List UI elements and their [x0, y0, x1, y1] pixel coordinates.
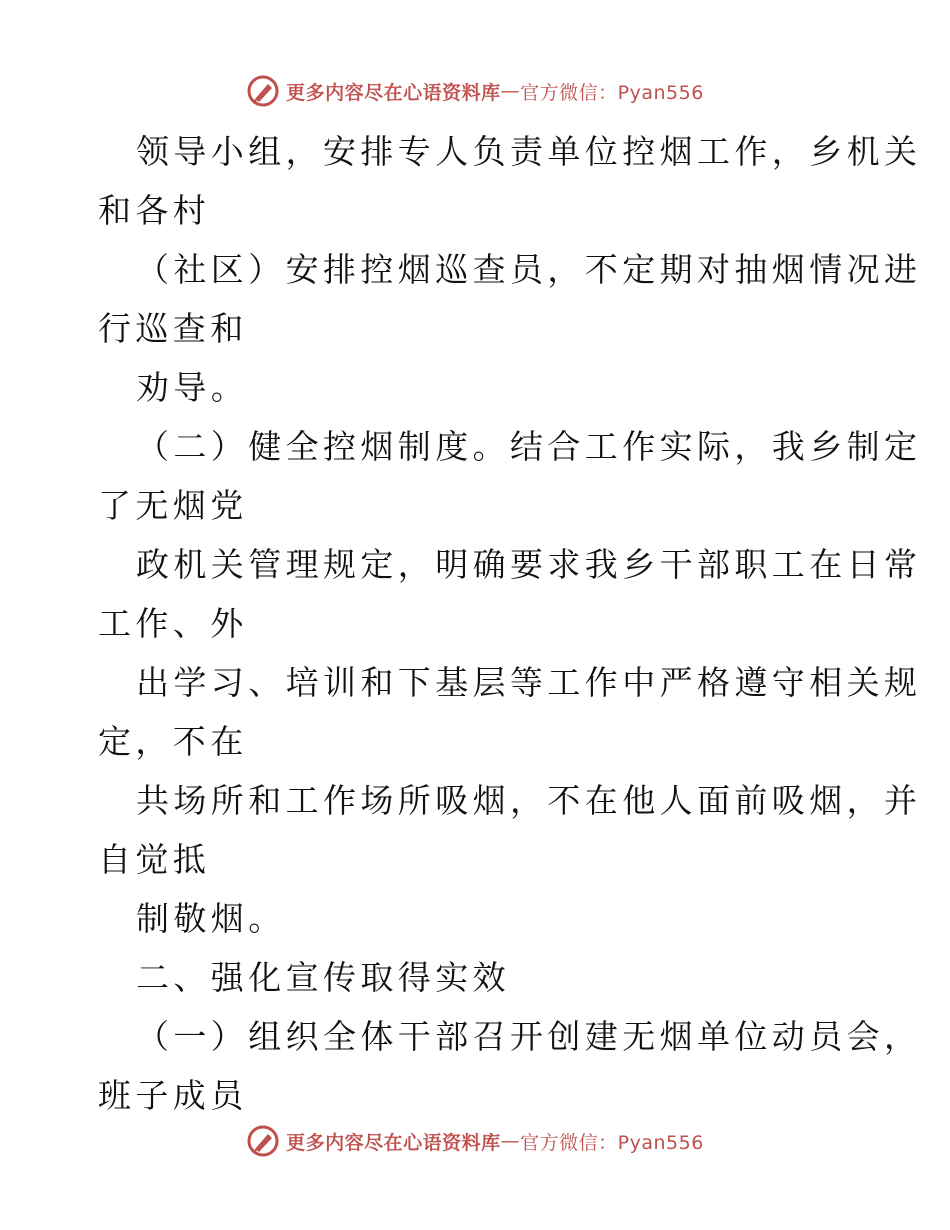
text-line: 工作、外: [98, 604, 248, 643]
text-line: 领导小组，安排专人负责单位控烟工作，乡机关: [136, 132, 922, 171]
text-line: 定，不在: [98, 722, 248, 761]
watermark-separator: —: [500, 1130, 521, 1152]
text-line: 政机关管理规定，明确要求我乡干部职工在日常: [136, 545, 922, 584]
footer-watermark: [0, 1124, 950, 1158]
pen-in-circle-icon: [246, 1124, 280, 1158]
text-line: 了无烟党: [98, 486, 248, 525]
watermark-sub-text: 官方微信：Pyan556: [520, 1131, 704, 1154]
text-line: 和各村: [98, 191, 211, 230]
section-heading: 二、强化宣传取得实效: [136, 958, 510, 997]
watermark-main-text: 更多内容尽在心语资料库: [286, 81, 501, 104]
text-line: 自觉抵: [98, 840, 211, 879]
watermark-main-text: 更多内容尽在心语资料库: [286, 1131, 501, 1154]
text-line: （一）组织全体干部召开创建无烟单位动员会，: [136, 1017, 922, 1056]
text-line: 班子成员: [98, 1076, 248, 1115]
text-line: （社区）安排控烟巡查员，不定期对抽烟情况进: [136, 250, 922, 289]
watermark-separator: —: [500, 80, 521, 102]
text-line: 劝导。: [136, 368, 249, 407]
header-watermark: [0, 74, 950, 108]
document-body: [98, 122, 922, 1125]
text-line: 共场所和工作场所吸烟，不在他人面前吸烟，并: [136, 781, 922, 820]
text-line: 行巡查和: [98, 309, 248, 348]
watermark-sub-text: 官方微信：Pyan556: [520, 81, 704, 104]
pen-in-circle-icon: [246, 74, 280, 108]
text-line: 制敬烟。: [136, 899, 286, 938]
text-line: 出学习、培训和下基层等工作中严格遵守相关规: [136, 663, 922, 702]
text-line: （二）健全控烟制度。结合工作实际，我乡制定: [136, 427, 922, 466]
